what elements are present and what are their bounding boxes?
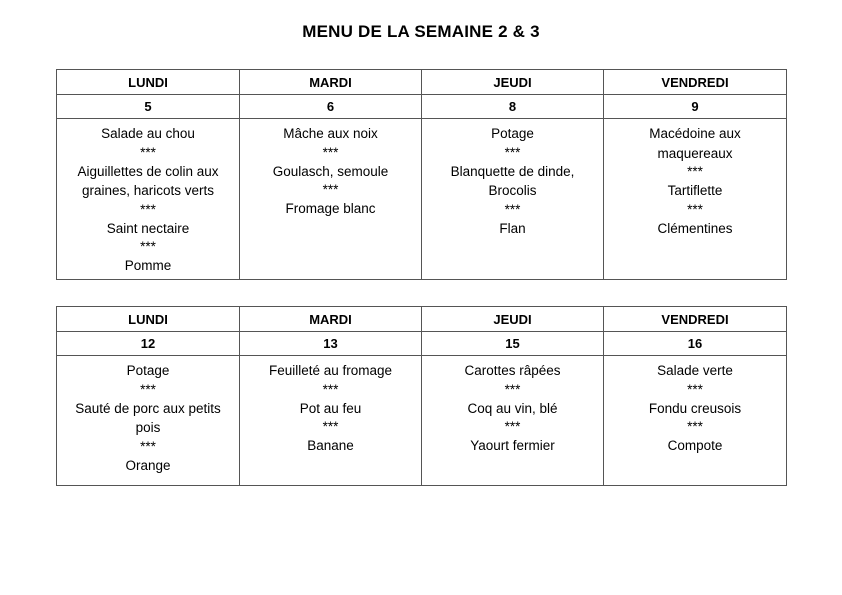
menu-table-week-1 — [56, 69, 787, 280]
day-menu-cell — [604, 356, 787, 486]
day-date: 5 — [57, 95, 240, 119]
starter-dish: Potage — [126, 363, 170, 378]
course-separator: *** — [504, 381, 521, 397]
dessert-dish: Banane — [307, 438, 354, 453]
day-date: 12 — [57, 332, 240, 356]
course-separator: *** — [140, 381, 156, 397]
dessert-dish: Yaourt fermier — [470, 438, 555, 453]
day-date: 9 — [604, 95, 787, 119]
day-menu-cell — [57, 356, 240, 486]
starter-dish: Macédoine aux maquereaux — [649, 126, 741, 161]
main-dish: Pot au feu — [299, 400, 362, 416]
course-separator: *** — [140, 201, 156, 217]
day-header-row — [57, 70, 787, 95]
day-name: MARDI — [240, 70, 422, 95]
day-menu-cell — [422, 119, 604, 280]
day-name: LUNDI — [57, 307, 240, 332]
starter-dish: Potage — [491, 126, 534, 141]
course-separator: *** — [140, 144, 156, 160]
course-separator: *** — [322, 381, 339, 397]
day-menu-cell — [422, 356, 604, 486]
day-menu-cell — [57, 119, 240, 280]
course-separator: *** — [504, 201, 521, 217]
main-dish: Blanquette de dinde, Brocolis — [450, 163, 575, 198]
starter-dish: Salade au chou — [101, 126, 195, 141]
starter-dish: Mâche aux noix — [283, 126, 378, 141]
main-dish: Tartiflette — [667, 183, 723, 198]
dessert-dish: Fromage blanc — [285, 201, 376, 216]
main-dish: Aiguillettes de colin aux graines, haricots verts — [77, 163, 219, 198]
day-name: VENDREDI — [604, 70, 787, 95]
day-name: JEUDI — [422, 307, 604, 332]
day-date: 13 — [240, 332, 422, 356]
day-menu-cell — [240, 119, 422, 280]
page-title: MENU DE LA SEMAINE 2 & 3 — [302, 22, 540, 41]
dessert-dish: Compote — [667, 438, 723, 453]
course-separator: *** — [687, 381, 703, 397]
dessert-dish: Pomme — [124, 258, 172, 273]
main-dish: Coq au vin, blé — [467, 400, 558, 416]
dessert-dish: Clémentines — [657, 220, 733, 236]
day-date: 15 — [422, 332, 604, 356]
course-separator: *** — [504, 144, 521, 160]
main-dish: Sauté de porc aux petits pois — [75, 400, 221, 435]
main-dish: Goulasch, semoule — [272, 163, 389, 179]
day-name: LUNDI — [57, 70, 240, 95]
course-separator: *** — [322, 419, 339, 434]
course-separator: *** — [687, 419, 703, 434]
starter-dish: Carottes râpées — [464, 363, 561, 378]
course-separator: *** — [687, 201, 703, 217]
dessert-dish: Orange — [125, 457, 171, 473]
starter-dish: Salade verte — [657, 363, 733, 378]
course-separator: *** — [504, 419, 521, 434]
menu-table-week-2 — [56, 306, 787, 486]
day-name: JEUDI — [422, 70, 604, 95]
date-row — [57, 95, 787, 119]
main-dish: Fondu creusois — [648, 400, 742, 416]
course-separator: *** — [687, 164, 703, 179]
day-name: MARDI — [240, 307, 422, 332]
day-date: 16 — [604, 332, 787, 356]
course-separator: *** — [322, 144, 339, 160]
day-date: 8 — [422, 95, 604, 119]
date-row — [57, 332, 787, 356]
starter-dish: Feuilleté au fromage — [268, 363, 393, 378]
dishes-row — [57, 356, 787, 486]
day-header-row — [57, 307, 787, 332]
course-separator: *** — [140, 239, 156, 254]
course-separator: *** — [140, 438, 156, 454]
day-menu-cell — [240, 356, 422, 486]
course-separator: *** — [322, 182, 339, 197]
dishes-row — [57, 119, 787, 280]
dessert-dish: Flan — [499, 220, 526, 236]
day-name: VENDREDI — [604, 307, 787, 332]
day-date: 6 — [240, 95, 422, 119]
cheese-dish: Saint nectaire — [106, 220, 190, 236]
day-menu-cell — [604, 119, 787, 280]
